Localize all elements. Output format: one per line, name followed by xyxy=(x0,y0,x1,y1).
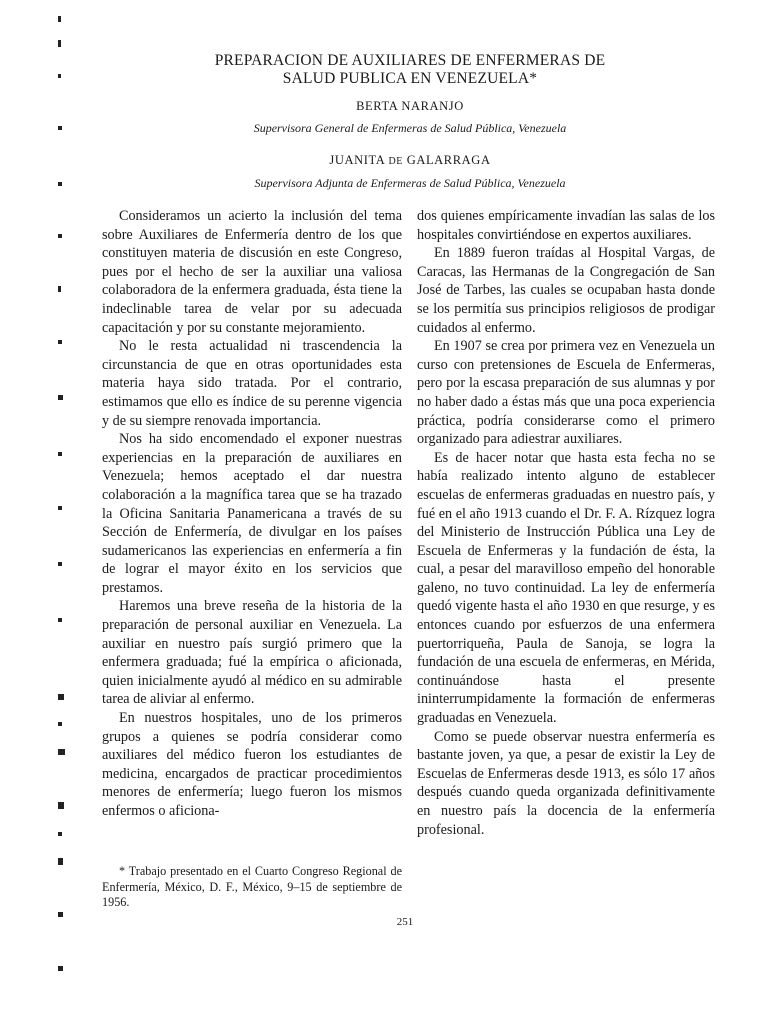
scan-mark xyxy=(58,340,62,344)
scan-mark xyxy=(58,562,62,566)
scan-mark xyxy=(58,16,61,22)
author-2-affiliation: Supervisora Adjunta de Enfermeras de Salud Pública, Venezuela xyxy=(254,176,566,190)
scan-mark xyxy=(58,722,62,726)
paragraph: Haremos una breve reseña de la historia de la preparación de personal auxiliar en Venezuela. La auxiliar en nuestro país surgió primero que la enfermera graduada; fué la empírica o aficionada, quien inicialmente ayudó al médico en su admirable tarea de aliviar al enfermo. xyxy=(102,598,402,708)
paragraph: Como se puede observar nuestra enfermería es bastante joven, ya que, a pesar de existir la Ley de Escuelas de Enfermeras desde 1913, es sólo 17 años después cuando queda organizada definitivamente en nuestro país la docencia de la enfermería profesional. xyxy=(417,728,715,838)
left-column xyxy=(102,207,402,821)
scan-mark xyxy=(58,912,63,917)
scan-mark xyxy=(58,832,62,836)
paragraph: En 1907 se crea por primera vez en Venezuela un curso con pretensiones de Escuela de Enfermeras, pero por la escasa preparación de sus alumnas y por no haber dado a éstas más que una poca experiencia práctica, podría considerarse como el primero organizado para adiestrar auxiliares. xyxy=(417,338,715,448)
scan-mark xyxy=(58,858,63,865)
footnote xyxy=(102,864,402,911)
paragraph: Nos ha sido encomendado el exponer nuestras experiencias en la preparación de auxiliares en Venezuela; hemos aceptado el dar nuestra colaboración a la magnífica tarea que se ha trazado la Oficina Sanitaria Panamericana a través de su Sección de Enfermería, de divulgar en los países sudamericanos las experiencias en enfermería a fin de lograr el mayor éxito en los servicios que prestamos. xyxy=(102,431,402,596)
paragraph: No le resta actualidad ni trascendencia la circunstancia de que en otras oportunidades esta materia haya sido tratada. Por el contrario, estimamos que ello es índice de su perenne vigencia y de su siempre renovada importancia. xyxy=(102,338,402,429)
scan-mark xyxy=(58,452,62,456)
scan-mark xyxy=(58,618,62,622)
scan-mark xyxy=(58,234,62,238)
author-1-name: BERTA NARANJO xyxy=(356,99,464,113)
author-2-name-a: JUANITA xyxy=(329,153,389,167)
paragraph-continued: dos quienes empíricamente invadían las salas de los hospitales convirtiéndose en expertos auxiliares. xyxy=(417,208,715,243)
scan-mark xyxy=(58,182,62,186)
scan-mark xyxy=(58,40,61,47)
paragraph: En 1889 fueron traídas al Hospital Vargas, de Caracas, las Hermanas de la Congregación de San José de Tarbes, las cuales se ocupaban hasta donde se los permitía sus principios religiosos de prodigar cuidados al enfermo. xyxy=(417,245,715,336)
scan-mark xyxy=(58,694,64,700)
article-title xyxy=(150,52,670,88)
author-1-affiliation: Supervisora General de Enfermeras de Salud Pública, Venezuela xyxy=(253,121,567,135)
paragraph: Consideramos un acierto la inclusión del tema sobre Auxiliares de Enfermería dentro de los que constituyen materia de discusión en este Congreso, pues por el hecho de ser la auxiliar una valiosa colaboradora de la enfermera graduada, ésta tiene la indeclinable tarea de velar por su adecuada capacitación y por su constante mejoramiento. xyxy=(102,208,402,336)
scan-mark xyxy=(58,286,61,292)
scan-mark xyxy=(58,802,64,809)
paragraph: Es de hacer notar que hasta esta fecha no se había realizado intento alguno de establecer escuelas de enfermeras graduadas en nuestro país, y fué en el año 1913 cuando el Dr. F. A. Rízquez logra del Ministerio de Instrucción Pública una Ley de Escuela de Enfermeras y la fundación de ésta, la cual, a pesar del maravilloso empeño del honorable galeno, no tuvo continuidad. La ley de enfermería quedó vigente hasta el año 1930 en que resurge, y es entonces cuando por esfuerzos de una enfermera puertorriqueña, Paula de Sanoja, se logra la fundación de una escuela de enfermeras, en Mérida, continuándose hasta el presente ininterrumpidamente la formación de enfermeras graduadas en Venezuela. xyxy=(417,449,715,727)
scan-mark xyxy=(58,966,63,971)
scan-mark xyxy=(58,749,65,755)
scan-mark xyxy=(58,506,62,510)
footnote-text: * Trabajo presentado en el Cuarto Congreso Regional de Enfermería, México, D. F., México, 9–15 de septiembre de 1956. xyxy=(102,864,402,909)
author-2-name-b: DE xyxy=(388,156,403,167)
author-2-name-c: GALARRAGA xyxy=(402,153,491,167)
scan-mark xyxy=(58,395,63,400)
scan-mark xyxy=(58,126,62,130)
scan-mark xyxy=(58,74,61,78)
title-line-2: SALUD PUBLICA EN VENEZUELA* xyxy=(282,70,538,87)
author-2-name xyxy=(150,153,670,168)
right-column xyxy=(417,207,715,839)
paragraph: En nuestros hospitales, uno de los primeros grupos a quienes se podría considerar como auxiliares del médico fueron los estudiantes de medicina, encargados de practicar procedimientos menores de enfermería; luego fueron los mismos enfermos o aficiona- xyxy=(102,710,402,819)
page-number: 251 xyxy=(396,916,414,928)
title-line-1: PREPARACION DE AUXILIARES DE ENFERMERAS DE xyxy=(214,52,606,69)
